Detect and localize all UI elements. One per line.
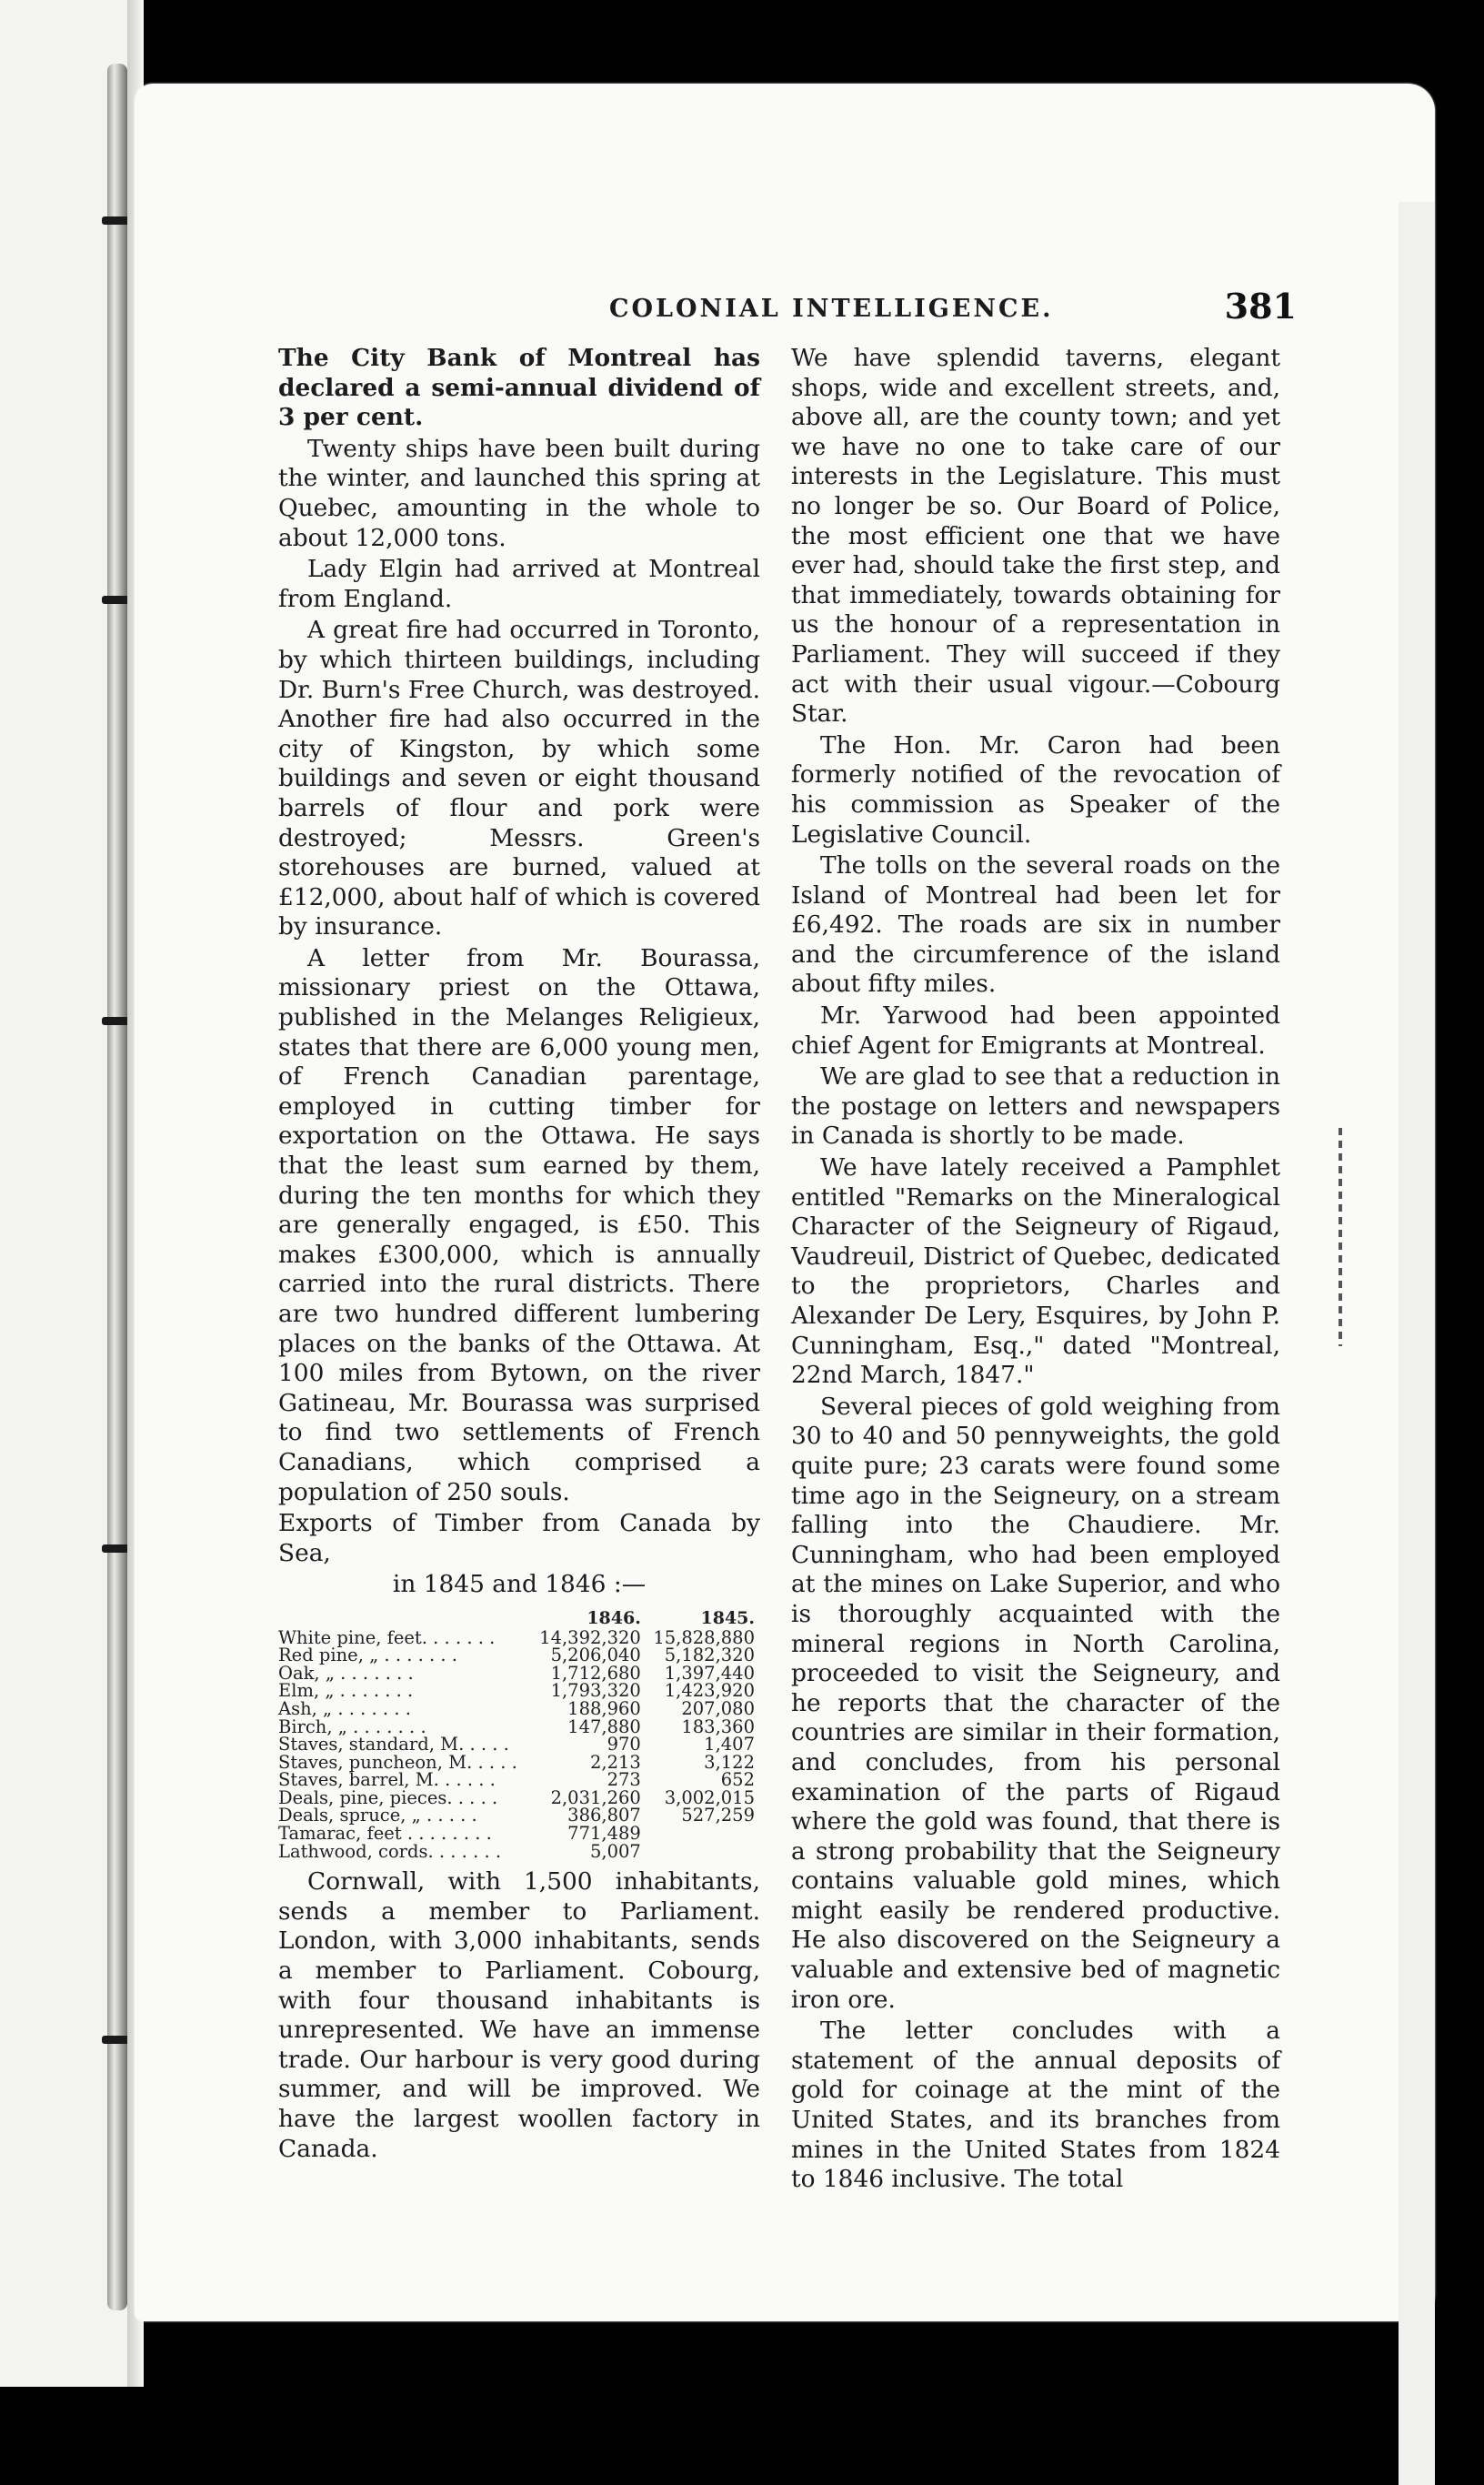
paragraph-city-bank: The City Bank of Montreal has declared a semi-annual dividend of 3 per cent. (278, 344, 760, 432)
table-subtitle: in 1845 and 1846 :— (392, 1570, 647, 1599)
paragraph-gold: Several pieces of gold weighing from 30 to 40 and 50 pennyweights, the gold quite pure; 23 carats were found some time ago in the Seigneury, on a stream falling into the Chaudiere. Mr. Cunningham, who had been employed at the mines on Lake Superior, and who is thoroughly acquainted with the mineral regions in North Carolina, proceeded to visit the Seigneury, and he reports that the character of the countries are similar in their formation, and concludes, from his personal examination of the parts of Rigaud where the gold was found, that there is a strong probability that the Seigneury contains valuable gold mines, which might easily be rendered productive. He also discovered on the Seigneury a valuable and extensive bed of magnetic iron ore. (791, 1392, 1280, 2014)
paragraph-tolls: The tolls on the several roads on the Island of Montreal had been let for £6,492. The roads are six in number and the circumference of the island about fifty miles. (791, 851, 1280, 999)
table-cell-1845: 3,122 (704, 1751, 755, 1773)
table-cell-item: Lathwood, cords. . . . . . . (278, 1840, 502, 1862)
table-cell-item: Staves, barrel, M. . . . . . (278, 1769, 496, 1791)
paragraph-caron: The Hon. Mr. Caron had been formerly notified of the revocation of his commission as Speaker of the Legislative Council. (791, 730, 1280, 849)
table-cell-1846: 5,007 (589, 1840, 641, 1862)
paragraph-pamphlet: We have lately received a Pamphlet entitled "Remarks on the Mineralogical Character of the Seigneury of Rigaud, Vaudreuil, District of Quebec, dedicated to the proprietors, Charles and Alexander De Lery, Esquires, by John P. Cunningham, Esq.," dated "Montreal, 22nd March, 1847." (791, 1153, 1280, 1390)
table-cell-1846: 1,712,680 (550, 1662, 641, 1684)
table-cell-1846: 970 (607, 1734, 641, 1756)
paragraph-cornwall: Cornwall, with 1,500 inhabitants, sends a member to Parliament. London, with 3,000 inhabitants, sends a member to Parliament. Cobourg, with four thousand inhabitants is unrepresented. We have an immense trade. Our harbour is very good during summer, and will be improved. We have the largest woollen factory in Canada. (278, 1867, 760, 2163)
table-cell-1846: 771,489 (567, 1823, 641, 1845)
binding-string (107, 64, 127, 2310)
table-cell-item: Staves, puncheon, M. . . . . (278, 1751, 517, 1773)
table-cell-1846: 188,960 (567, 1697, 641, 1719)
table-row (278, 1700, 760, 1718)
table-cell-1846: 2,213 (589, 1751, 641, 1773)
table-cell-1845: 527,259 (681, 1805, 755, 1826)
table-cell-1846: 5,206,040 (550, 1645, 641, 1666)
table-cell-1845: 15,828,880 (653, 1626, 755, 1648)
paragraph-fire: A great fire had occurred in Toronto, by which thirteen buildings, including Dr. Burn's Free Church, was destroyed. Another fire had also occurred in the city of Kingston, by which some buildings and seven or eight thousand barrels of flour and pork were destroyed; Messrs. Green's storehouses are burned, valued at £12,000, about half of which is covered by insurance. (278, 616, 760, 941)
table-cell-item: Tamarac, feet . . . . . . . . (278, 1823, 492, 1845)
table-row (278, 1771, 760, 1789)
table-cell-1846: 386,807 (567, 1805, 641, 1826)
table-cell-1845: 1,423,920 (664, 1680, 755, 1702)
table-cell-1845: 3,002,015 (664, 1786, 755, 1808)
table-cell-item: Elm, „ . . . . . . . (278, 1680, 414, 1702)
table-cell-1845: 1,407 (704, 1734, 755, 1756)
table-cell-1846: 273 (607, 1769, 641, 1791)
table-cell-1845 (647, 1825, 760, 1843)
margin-pencil-mark (1339, 1128, 1342, 1346)
table-cell-item: White pine, feet. . . . . . . (278, 1626, 496, 1648)
table-cell-item: Deals, pine, pieces. . . . . (278, 1786, 498, 1808)
table-cell-1845 (647, 1843, 760, 1861)
table-cell-1845: 5,182,320 (664, 1645, 755, 1666)
table-header-row (278, 1609, 760, 1629)
running-title: COLONIAL INTELLIGENCE. (609, 295, 1054, 323)
page-edge (1399, 202, 1435, 2485)
left-column (278, 344, 760, 2166)
table-title: Exports of Timber from Canada by Sea, (278, 1509, 760, 1567)
table-cell-1846: 14,392,320 (539, 1626, 641, 1648)
table-cell-1845: 652 (720, 1769, 755, 1791)
paragraph-yarwood: Mr. Yarwood had been appointed chief Agent for Emigrants at Montreal. (791, 1001, 1280, 1060)
table-cell-item: Birch, „ . . . . . . . (278, 1715, 426, 1737)
table-row (278, 1682, 760, 1700)
paragraph-taverns: We have splendid taverns, elegant shops, wide and excellent streets, and, above all, are the county town; and yet we have no one to take care of our interests in the Legislature. This must no longer be so. Our Board of Police, the most efficient one that we have ever had, should take the first step, and that immediately, towards obtaining for us the honour of a representation in Parliament. They will succeed if they act with their usual vigour.—Cobourg Star. (791, 344, 1280, 729)
table-cell-item: Ash, „ . . . . . . . (278, 1697, 411, 1719)
right-column (791, 344, 1280, 2197)
column-header-1845: 1845. (700, 1607, 755, 1628)
paragraph-bourassa: A letter from Mr. Bourassa, missionary priest on the Ottawa, published in the Melanges Religieux, states that there are 6,000 young men, of French Canadian parentage, employed in cutting timber for exportation on the Ottawa. He says that the least sum earned by them, during the ten months for which they are generally engaged, is £50. This makes £300,000, which is annually carried into the rural districts. There are two hundred different lumbering places on the banks of the Ottawa. At 100 miles from Bytown, on the river Gatineau, Mr. Bourassa was surprised to find two settlements of French Canadians, which comprised a population of 250 souls. (278, 943, 760, 1506)
table-cell-1846: 1,793,320 (550, 1680, 641, 1702)
paragraph-lady-elgin: Lady Elgin had arrived at Montreal from England. (278, 555, 760, 613)
paragraph-postage: We are glad to see that a reduction in the postage on letters and newspapers in Canada is shortly to be made. (791, 1062, 1280, 1151)
paragraph-ships: Twenty ships have been built during the winter, and launched this spring at Quebec, amounting in the whole to about 12,000 tons. (278, 434, 760, 552)
table-row (278, 1646, 760, 1665)
column-header-1846: 1846. (587, 1607, 641, 1628)
table-cell-1845: 1,397,440 (664, 1662, 755, 1684)
table-cell-item: Oak, „ . . . . . . . (278, 1662, 414, 1684)
table-row (278, 1735, 760, 1754)
table-cell-item: Red pine, „ . . . . . . . (278, 1645, 457, 1666)
timber-exports-table (278, 1609, 760, 1860)
table-cell-1846: 2,031,260 (550, 1786, 641, 1808)
table-row (278, 1825, 760, 1843)
table-cell-1845: 207,080 (681, 1697, 755, 1719)
table-cell-1845: 183,360 (681, 1715, 755, 1737)
page-header (273, 282, 1297, 346)
table-cell-1846: 147,880 (567, 1715, 641, 1737)
table-cell-item: Staves, standard, M. . . . . (278, 1734, 509, 1756)
page-number: 381 (1224, 286, 1297, 327)
table-row (278, 1843, 760, 1861)
table-cell-item: Deals, spruce, „ . . . . . (278, 1805, 477, 1826)
paragraph-letter: The letter concludes with a statement of the annual deposits of gold for coinage at the mint of the United States, and its branches from mines in the United States from 1824 to 1846 inclusive. The total (791, 2017, 1280, 2194)
